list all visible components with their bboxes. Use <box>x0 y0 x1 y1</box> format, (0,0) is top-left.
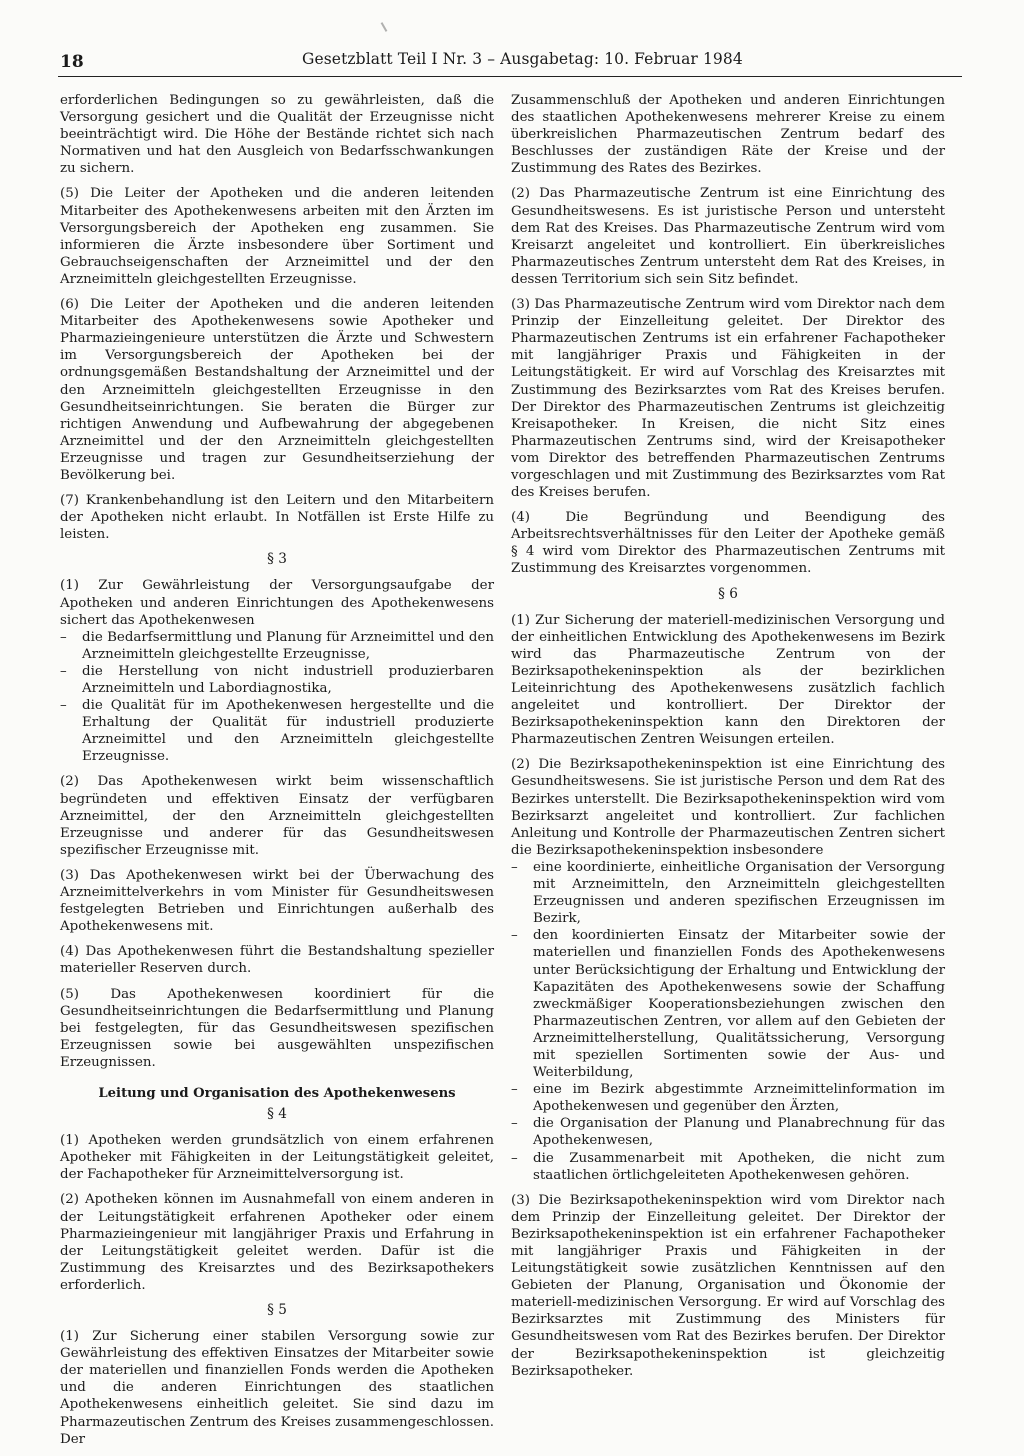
paragraph-3-4: (4) Das Apothekenwesen führt die Bestandshaltung spezieller materieller Reserven durch. <box>60 944 494 977</box>
list-item: – eine im Bezirk abgestimmte Arzneimittelinformation im Apothekenwesen und gegenüber den Ärzten, <box>511 1081 945 1115</box>
paragraph-3-5: (5) Das Apothekenwesen koordiniert für die Gesundheitseinrichtungen die Bedarfsermittlung und Planung bei festgelegten, für das Gesundheitswesen spezifischen Erzeugnissen sowie bei ausgewählten unspezifischen Erzeugnissen. <box>60 986 494 1070</box>
scan-speck <box>381 22 388 32</box>
paragraph-5-3: (3) Das Pharmazeutische Zentrum wird vom Direktor nach dem Prinzip der Einzelleitung geleitet. Der Direktor des Pharmazeutischen Zentrums ist ein erfahrener Fachapotheker mit langjähriger Praxis und Fähigkeiten in der Leitungstätigkeit. Er wird auf Vorschlag des Kreisarztes mit Zustimmung des Bezirksarztes vom Rat des Kreises berufen. Der Direktor des Pharmazeutischen Zentrums ist gleichzeitig Kreisapotheker. In Kreisen, die nicht Sitz eines Pharmazeutischen Zentrums sind, wird der Kreisapotheker vom Direktor des betreffenden Pharmazeutischen Zentrums vorgeschlagen und mit Zustimmung des Bezirksarztes vom Rat des Kreises berufen. <box>511 297 945 501</box>
paragraph-5-2: (2) Das Pharmazeutische Zentrum ist eine Einrichtung des Gesundheitswesens. Es ist juristische Person und untersteht dem Rat des Kreises. Das Pharmazeutische Zentrum wird vom Kreisarzt angeleitet und kontrolliert. Ein überkreisliches Pharmazeutisches Zentrum untersteht dem Rat des Kreises, in dessen Territorium sich sein Sitz befindet. <box>511 186 945 287</box>
list-item: – den koordinierten Einsatz der Mitarbeiter sowie der materiellen und finanziellen Fonds des Apothekenwesens unter Berücksichtigung der Erhaltung und Entwicklung der Kapazitäten des Apothekenwesens sowie der Schaffung zweckmäßiger Kooperationsbeziehungen zwischen den Pharmazeutischen Zentren, vor allem auf den Gebieten der Arzneimittelherstellung, Qualitätssicherung, Versorgung mit speziellen Sortimenten sowie der Aus- und Weiterbildung, <box>511 927 945 1081</box>
page-number: 18 <box>60 52 84 72</box>
gazette-title: Gesetzblatt Teil I Nr. 3 – Ausgabetag: 10. Februar 1984 <box>302 50 743 68</box>
section-3-heading: § 3 <box>267 551 287 568</box>
list-item: – die Zusammenarbeit mit Apotheken, die nicht zum staatlichen örtlichgeleiteten Apothekenwesen gehören. <box>511 1150 945 1184</box>
paragraph-continuation-right: Zusammenschluß der Apotheken und anderen Einrichtungen des staatlichen Apothekenwesens mehrerer Kreise zu einem überkreislichen Pharmazeutischen Zentrum bedarf des Beschlusses der zuständigen Räte der Kreise und der Zustimmung des Rates des Bezirkes. <box>511 93 945 177</box>
left-column <box>60 92 494 1456</box>
paragraph-6-3: (3) Die Bezirksapothekeninspektion wird vom Direktor nach dem Prinzip der Einzelleitung geleitet. Der Direktor der Bezirksapothekeninspektion ist ein erfahrener Fachapotheker mit langjähriger Praxis und Fähigkeiten in der Leitungstätigkeit sowie zusätzlichen Kenntnissen auf den Gebieten der Planung, Organisation und Ökonomie der materiell-medizinischen Versorgung. Er wird auf Vorschlag des Bezirksarztes mit Zustimmung des Ministers für Gesundheitswesen vom Rat des Bezirkes berufen. Der Direktor der Bezirksapothekeninspektion ist gleichzeitig Bezirksapotheker. <box>511 1192 945 1379</box>
section-4-heading: § 4 <box>267 1106 287 1123</box>
paragraph-6-2: (2) Die Bezirksapothekeninspektion ist eine Einrichtung des Gesundheitswesens. Sie ist juristische Person und dem Rat des Bezirkes unterstellt. Die Bezirksapothekeninspektion wird vom Bezirksarzt angeleitet und kontrolliert. Zur fachlichen Anleitung und Kontrolle der Pharmazeutischen Zentren sichert die Bezirksapothekeninspektion insbesondere <box>511 757 945 858</box>
section-6-heading: § 6 <box>718 585 738 602</box>
paragraph-4-1: (1) Apotheken werden grundsätzlich von einem erfahrenen Apotheker mit Fähigkeiten in der Leitungstätigkeit geleitet, der Fachapotheker für Arzneimittelversorgung ist. <box>60 1133 494 1183</box>
chapter-heading: Leitung und Organisation des Apothekenwesens <box>98 1085 456 1101</box>
paragraph-5-4: (4) Die Begründung und Beendigung des Arbeitsrechtsverhältnisses für den Leiter der Apotheke gemäß § 4 wird vom Direktor des Pharmazeutischen Zentrums mit Zustimmung des Kreisarztes vorgenommen. <box>511 510 945 577</box>
paragraph-4-2: (2) Apotheken können im Ausnahmefall von einem anderen in der Leitungstätigkeit erfahrenen Apotheker oder einem Pharmazieingenieur mit langjähriger Praxis und Erfahrung in der Leitungstätigkeit geleitet werden. Dafür ist die Zustimmung des Kreisarztes und des Bezirksapothekers erforderlich. <box>60 1192 494 1293</box>
list-item: – die Bedarfsermittlung und Planung für Arzneimittel und den Arzneimitteln gleichgestellte Erzeugnisse, <box>60 629 494 663</box>
paragraph-2-6: (6) Die Leiter der Apotheken und die anderen leitenden Mitarbeiter des Apothekenwesens sowie Apotheker und Pharmazieingenieure unterstützen die Ärzte und Schwestern im Versorgungsbereich der Apotheken bei der ordnungsgemäßen Bestandshaltung der Arzneimittel und der den Arzneimitteln gleichgestellten Erzeugnisse in den Gesundheitseinrichtungen. Sie beraten die Bürger zur richtigen Anwendung und Aufbewahrung der abgegebenen Arzneimittel und der den Arzneimitteln gleichgestellten Erzeugnisse und tragen zur Gesundheitserziehung der Bevölkerung bei. <box>60 297 494 483</box>
paragraph-6-1: (1) Zur Sicherung der materiell-medizinischen Versorgung und der einheitlichen Entwicklung des Apothekenwesens im Bezirk wird das Pharmazeutische Zentrum von der Bezirksapothekeninspektion als der bezirklichen Leiteinrichtung des Apothekenwesens zusätzlich fachlich angeleitet und kontrolliert. Der Direktor der Bezirksapothekeninspektion kann den Direktoren der Pharmazeutischen Zentren Weisungen erteilen. <box>511 612 945 748</box>
paragraph-continuation: erforderlichen Bedingungen so zu gewährleisten, daß die Versorgung gesichert und die Qualität der Erzeugnisse nicht beeinträchtigt wird. Die Höhe der Bestände richtet sich nach Normativen und hat den Ausgleich von Bedarfsschwankungen zu sichern. <box>60 93 494 177</box>
list-item: – die Herstellung von nicht industriell produzierbaren Arzneimitteln und Labordiagnostika, <box>60 663 494 697</box>
paragraph-3-2: (2) Das Apothekenwesen wirkt beim wissenschaftlich begründeten und effektiven Einsatz der verfügbaren Arzneimittel, der den Arzneimitteln gleichgestellten Erzeugnisse und anderer für das Gesundheitswesen spezifischer Erzeugnisse mit. <box>60 774 494 858</box>
section-6-list <box>511 859 945 1184</box>
paragraph-3-1: (1) Zur Gewährleistung der Versorgungsaufgabe der Apotheken und anderen Einrichtungen des Apothekenwesens sichert das Apothekenwesen <box>60 578 494 628</box>
list-item: – die Organisation der Planung und Planabrechnung für das Apothekenwesen, <box>511 1115 945 1149</box>
page-header <box>58 48 962 77</box>
section-3-list <box>60 629 494 766</box>
paragraph-3-3: (3) Das Apothekenwesen wirkt bei der Überwachung des Arzneimittelverkehrs in vom Minister für Gesundheitswesen festgelegten Betrieben und Einrichtungen außerhalb des Apothekenwesens mit. <box>60 867 494 935</box>
right-column <box>511 92 945 1388</box>
list-item: – eine koordinierte, einheitliche Organisation der Versorgung mit Arzneimitteln, den Arzneimitteln gleichgestellten Erzeugnissen und anderen spezifischen Erzeugnissen im Bezirk, <box>511 859 945 927</box>
paragraph-5-1: (1) Zur Sicherung einer stabilen Versorgung sowie zur Gewährleistung des effektiven Einsatzes der Mitarbeiter sowie der materiellen und finanziellen Fonds werden die Apotheken und die anderen Einrichtungen des staatlichen Apothekenwesens einheitlich geleitet. Sie sind dazu im Pharmazeutischen Zentrum des Kreises zusammengeschlossen. Der <box>60 1329 495 1447</box>
paragraph-2-7: (7) Krankenbehandlung ist den Leitern und den Mitarbeitern der Apotheken nicht erlaubt. In Notfällen ist Erste Hilfe zu leisten. <box>60 493 494 543</box>
section-5-heading: § 5 <box>267 1302 287 1318</box>
paragraph-2-5: (5) Die Leiter der Apotheken und die anderen leitenden Mitarbeiter des Apothekenwesens arbeiten mit den Ärzten im Versorgungsbereich der Apotheken eng zusammen. Sie informieren die Ärzte insbesondere über Sortiment und Gebrauchseigenschaften der Arzneimittel und der den Arzneimitteln gleichgestellten Erzeugnisse. <box>60 186 494 287</box>
list-item: – die Qualität für im Apothekenwesen hergestellte und die Erhaltung der Qualität für industriell produzierte Arzneimittel und den Arzneimitteln gleichgestellte Erzeugnisse. <box>60 697 494 765</box>
